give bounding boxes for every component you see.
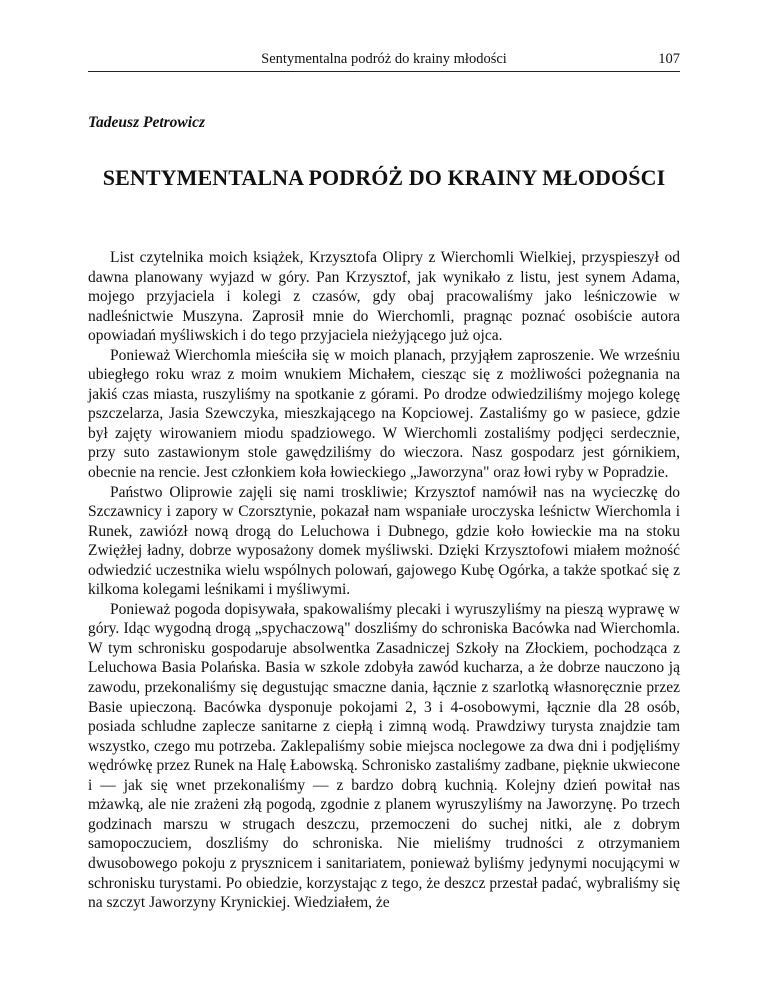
author-name: Tadeusz Petrowicz [88, 114, 205, 131]
paragraph: List czytelnika moich książek, Krzysztofa Olipry z Wierchomli Wielkiej, przyspieszył od dawna planowany wyjazd w góry. Pan Krzysztof, jak wynikało z listu, jest synem Adama, mojego przyjaciela i kolegi z czasów, gdy obaj pracowaliśmy jako leśniczowie w nadleśnictwie Muszyna. Zaprosił mnie do Wierchomli, pragnąc poznać osobiście autora opowiadań myśliwskich i do tego przyjaciela nieżyjącego już ojca. [88, 249, 680, 345]
article-title: SENTYMENTALNA PODRÓŻ DO KRAINY MŁODOŚCI [102, 165, 666, 190]
paragraph: Państwo Oliprowie zajęli się nami troskliwie; Krzysztof namówił nas na wycieczkę do Szczawnicy i zapory w Czorsztynie, pokazał nam wspaniałe uroczyska leśnictw Wierchomla i Runek, zawiózł nową drogą do Leluchowa i Dubnego, gdzie koło łowieckie ma na stoku Zwiężłej ładny, dobrze wyposażony domek myśliwski. Dzięki Krzysztofowi miałem możność odwiedzić uczestnika wielu wspólnych polowań, gajowego Kubę Ogórka, a także spotkać się z kilkoma kolegami leśnikami i myśliwymi. [88, 483, 680, 599]
paragraph: Ponieważ Wierchomla mieściła się w moich planach, przyjąłem zaproszenie. We wrześniu ubiegłego roku wraz z moim wnukiem Michałem, ciesząc się z możliwości pożegnania na jakiś czas miasta, ruszyliśmy na spotkanie z górami. Po drodze odwiedziliśmy mojego kolegę pszczelarza, Jasia Szewczyka, mieszkającego na Kopciowej. Zastaliśmy go w pasiece, gdzie był zajęty wirowaniem miodu spadziowego. W Wierchomli zostaliśmy podjęci serdecznie, przy suto zastawionym stole gawędziliśmy do wieczora. Nasz gospodarz jest górnikiem, obecnie na rencie. Jest członkiem koła łowieckiego „Jaworzyna" oraz łowi ryby w Popradzie. [88, 346, 680, 482]
article-body [88, 248, 680, 913]
paragraph: Ponieważ pogoda dopisywała, spakowaliśmy plecaki i wyruszyliśmy na pieszą wyprawę w góry. Idąc wygodną drogą „spychaczową" doszliśmy do schroniska Bacówka nad Wierchomla. W tym schronisku gospodaruje absolwentka Zasadniczej Szkoły na Złockiem, pochodząca z Leluchowa Basia Polańska. Basia w szkole zdobyła zawód kucharza, a że dobrze nauczono ją zawodu, przekonaliśmy się degustując smaczne dania, łącznie z szarlotką własnoręcznie przez Basie upieczoną. Bacówka dysponuje pokojami 2, 3 i 4-osobowymi, łącznie dla 28 osób, posiada schludne zaplecze sanitarne z ciepłą i zimną wodą. Prawdziwy turysta znajdzie tam wszystko, czego mu potrzeba. Zaklepaliśmy sobie miejsca noclegowe za dwa dni i podjęliśmy wędrówkę przez Runek na Halę Łabowską. Schronisko zastaliśmy zadbane, pięknie ukwiecone i — jak się wnet przekonaliśmy — z bardzo dobrą kuchnią. Kolejny dzień powitał nas mżawką, ale nie zrażeni złą pogodą, zgodnie z planem wyruszyliśmy na Jaworzynę. Po trzech godzinach marszu w strugach deszczu, przemoczeni do suchej nitki, ale z dobrym samopoczuciem, doszliśmy do schroniska. Nie mieliśmy trudności z otrzymaniem dwusobowego pokoju z prysznicem i sanitariatem, ponieważ byliśmy jedynymi nocującymi w schronisku turystami. Po obiedzie, korzystając z tego, że deszcz przestał padać, wybraliśmy się na szczyt Jaworzyny Krynickiej. Wiedziałem, że [88, 600, 680, 912]
page-number: 107 [658, 51, 680, 67]
running-header [88, 49, 680, 72]
running-title: Sentymentalna podróż do krainy młodości [261, 51, 507, 67]
